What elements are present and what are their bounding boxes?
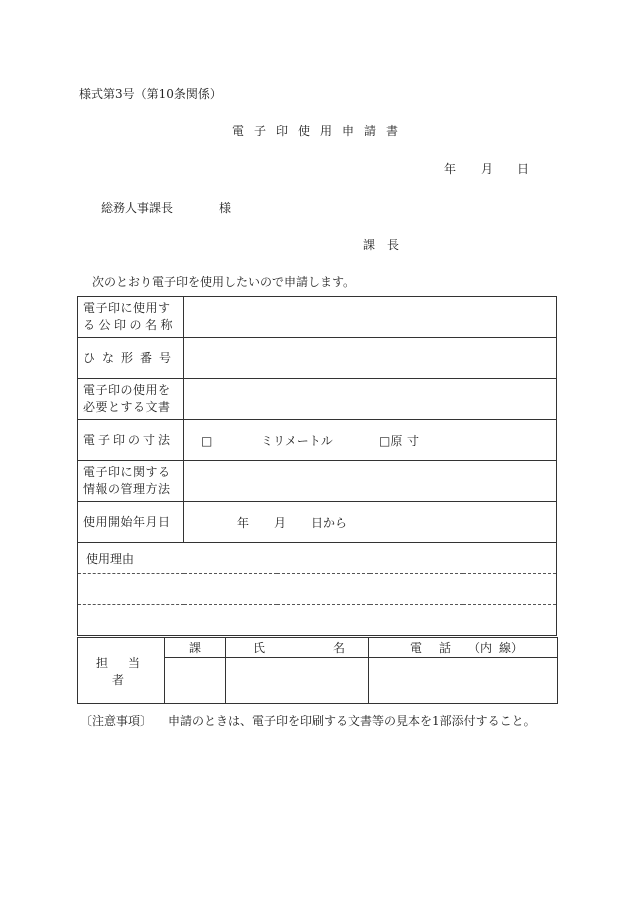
value-name[interactable] — [226, 658, 369, 704]
application-date — [444, 160, 529, 177]
col-tel-3: （内 — [467, 641, 492, 655]
date-day: 日 — [517, 162, 530, 176]
value-tel[interactable] — [369, 658, 558, 704]
col-section: 課 — [165, 638, 226, 658]
notes-heading: 〔注意事項〕 — [80, 714, 153, 728]
applicant-title: 課 長 — [363, 238, 400, 252]
value-documents[interactable] — [184, 379, 557, 420]
value-start-date[interactable] — [184, 502, 557, 543]
form-number: 様式第3号（第10条関係） — [79, 87, 222, 101]
label-management-line1: 電子印に関する — [83, 465, 171, 479]
label-management-line2: 情報の管理方法 — [83, 482, 171, 496]
size-suffix: 寸 — [407, 433, 420, 448]
staff-header-row — [78, 638, 558, 658]
label-seal-name-line1: 電子印に使用す — [83, 301, 171, 315]
date-year: 年 — [444, 162, 457, 176]
label-seal-name — [78, 297, 184, 338]
col-name-2: 名 — [332, 641, 345, 655]
reason-line-2[interactable] — [78, 605, 557, 636]
row-size — [78, 420, 557, 461]
label-staff: 担当者 — [78, 638, 165, 704]
date-month: 月 — [481, 162, 494, 176]
staff-table — [77, 637, 558, 704]
value-size — [184, 420, 557, 461]
col-name-1: 氏 — [252, 641, 265, 655]
value-template-number[interactable] — [184, 338, 557, 379]
col-tel-4: 線） — [498, 641, 523, 655]
label-template-number: ひな形番号 — [83, 350, 179, 365]
col-tel — [369, 638, 558, 658]
application-table — [77, 296, 557, 636]
reason-line-1[interactable] — [78, 574, 557, 605]
size-unit-mm: ミリメートル — [261, 433, 333, 448]
label-documents-line1: 電子印の使用を — [83, 383, 171, 397]
row-reason-line1 — [78, 574, 557, 605]
intro-text: 次のとおり電子印を使用したいので申請します。 — [92, 275, 356, 289]
row-management — [78, 461, 557, 502]
size-checkbox-mm[interactable]: □ — [201, 433, 213, 448]
col-name — [226, 638, 369, 658]
row-reason-header — [78, 543, 557, 574]
start-month: 月 — [274, 515, 287, 530]
document-title-text: 電子印使用申請書 — [231, 124, 408, 138]
document-title — [0, 122, 630, 139]
value-section[interactable] — [165, 658, 226, 704]
start-year: 年 — [237, 515, 250, 530]
row-documents — [78, 379, 557, 420]
label-reason: 使用理由 — [86, 551, 135, 566]
value-management[interactable] — [184, 461, 557, 502]
addressee-name: 総務人事課長 — [101, 201, 174, 215]
start-day-from: 日から — [311, 515, 348, 530]
value-seal-name[interactable] — [184, 297, 557, 338]
addressee-honorific: 様 — [219, 201, 232, 215]
notes — [80, 712, 536, 729]
size-checkbox-original[interactable]: □原 — [379, 433, 403, 448]
label-seal-name-line2: る公印の名称 — [83, 318, 177, 332]
label-start-date: 使用開始年月日 — [83, 514, 171, 529]
label-documents-line2: 必要とする文書 — [83, 400, 171, 414]
col-tel-2: 話 — [438, 641, 451, 655]
addressee — [101, 199, 231, 216]
label-management — [78, 461, 184, 502]
row-seal-name — [78, 297, 557, 338]
notes-text: 申請のときは、電子印を印刷する文書等の見本を1部添付すること。 — [168, 714, 536, 728]
row-reason-line2 — [78, 605, 557, 636]
col-tel-1: 電 — [409, 641, 422, 655]
row-template-number — [78, 338, 557, 379]
label-documents — [78, 379, 184, 420]
label-size: 電子印の寸法 — [83, 432, 174, 447]
row-start-date — [78, 502, 557, 543]
